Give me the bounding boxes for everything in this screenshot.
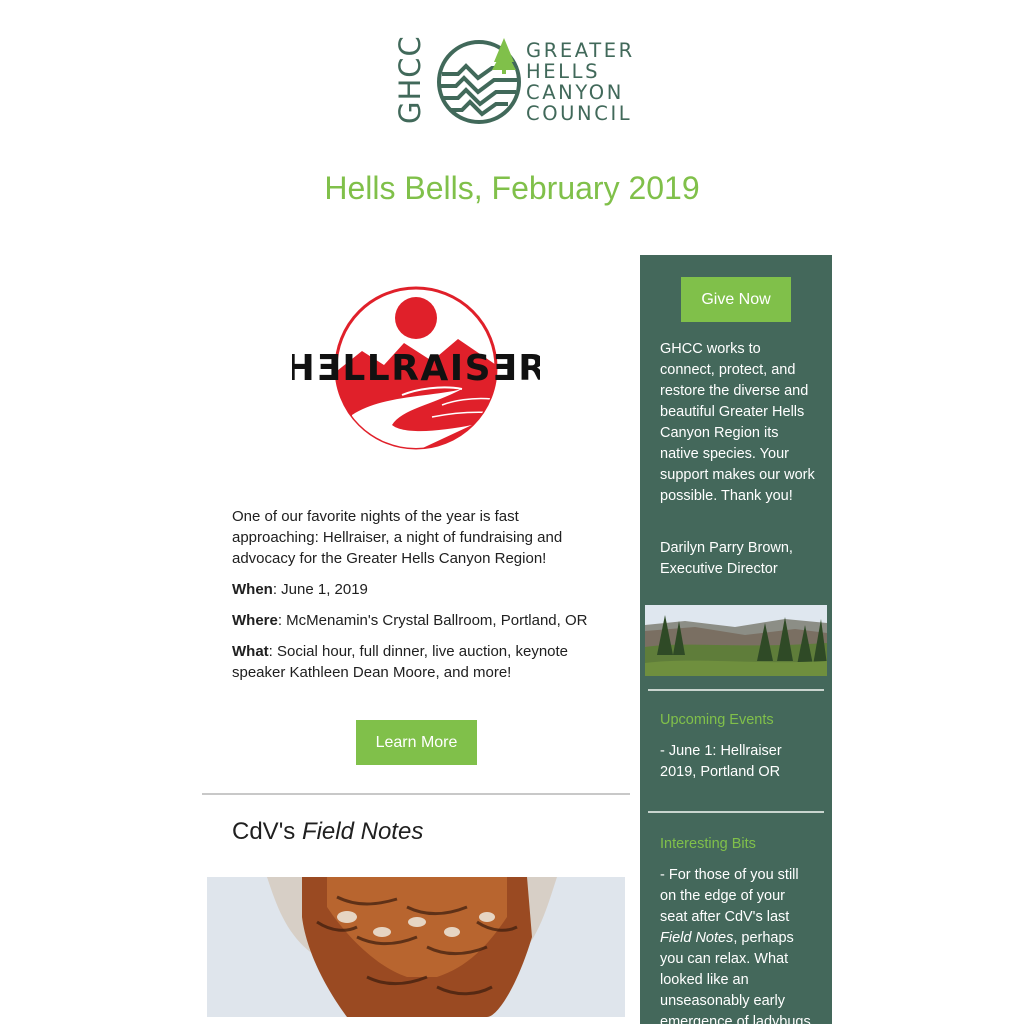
logo-word-3: CANYON — [526, 81, 624, 104]
bits-italic: Field Notes — [660, 930, 734, 946]
logo-wordmark — [526, 40, 635, 124]
where-label: Where — [232, 612, 278, 629]
hellraiser-logo-text: HƎLLRAISƎR — [292, 348, 540, 389]
hellraiser-logo-image[interactable] — [292, 285, 540, 453]
logo-word-4: COUNCIL — [526, 102, 633, 125]
bits-text-1: - For those of you still on the edge of your seat after CdV's last — [660, 867, 799, 925]
feature-intro: One of our favorite nights of the year is fast approaching: Hellraiser, a night of fundraising and advocacy for the Greater Hells Canyon Region! — [232, 508, 563, 567]
field-notes-prefix: CdV's — [232, 818, 302, 845]
upcoming-event-item[interactable]: - June 1: Hellraiser 2019, Portland OR — [660, 743, 782, 780]
field-notes-italic: Field Notes — [301, 818, 424, 845]
upcoming-events-heading: Upcoming Events — [660, 712, 774, 728]
interesting-bits-text — [660, 865, 816, 1033]
interesting-bits-heading: Interesting Bits — [660, 836, 756, 852]
logo-initials: GHCC — [396, 36, 427, 124]
ghcc-emblem-icon — [396, 36, 526, 128]
sidebar-mission: GHCC works to connect, protect, and restore the diverse and beautiful Greater Hells Canyon Region its native species. Your support makes our work possible. Thank you! — [660, 341, 815, 504]
what-label: What — [232, 643, 269, 660]
sidebar-divider-1 — [648, 689, 824, 691]
newsletter-title: Hells Bells, February 2019 — [324, 170, 700, 206]
feature-when — [232, 579, 604, 600]
what-value: : Social hour, full dinner, live auction, keynote speaker Kathleen Dean Moore, and more! — [232, 643, 569, 681]
section-divider — [202, 793, 630, 795]
feather-photo[interactable] — [207, 877, 625, 1017]
ghcc-logo[interactable] — [396, 36, 635, 128]
give-now-button[interactable]: Give Now — [681, 277, 791, 322]
field-notes-title — [232, 818, 423, 846]
feature-what — [232, 641, 572, 683]
logo-word-1: GREATER — [526, 39, 635, 62]
when-label: When — [232, 581, 273, 598]
where-value: : McMenamin's Crystal Ballroom, Portland, OR — [277, 612, 588, 629]
canyon-landscape-photo[interactable] — [645, 605, 827, 676]
bits-text-2: , perhaps you can relax. What looked like an unseasonably early emergence of ladybugs — [660, 930, 811, 1030]
logo-word-2: HELLS — [526, 60, 601, 83]
sidebar-signature: Darilyn Parry Brown, Executive Director — [660, 540, 793, 577]
learn-more-button[interactable]: Learn More — [356, 720, 477, 765]
when-value: : June 1, 2019 — [272, 581, 368, 598]
feature-where — [232, 610, 604, 631]
sidebar-divider-2 — [648, 811, 824, 813]
